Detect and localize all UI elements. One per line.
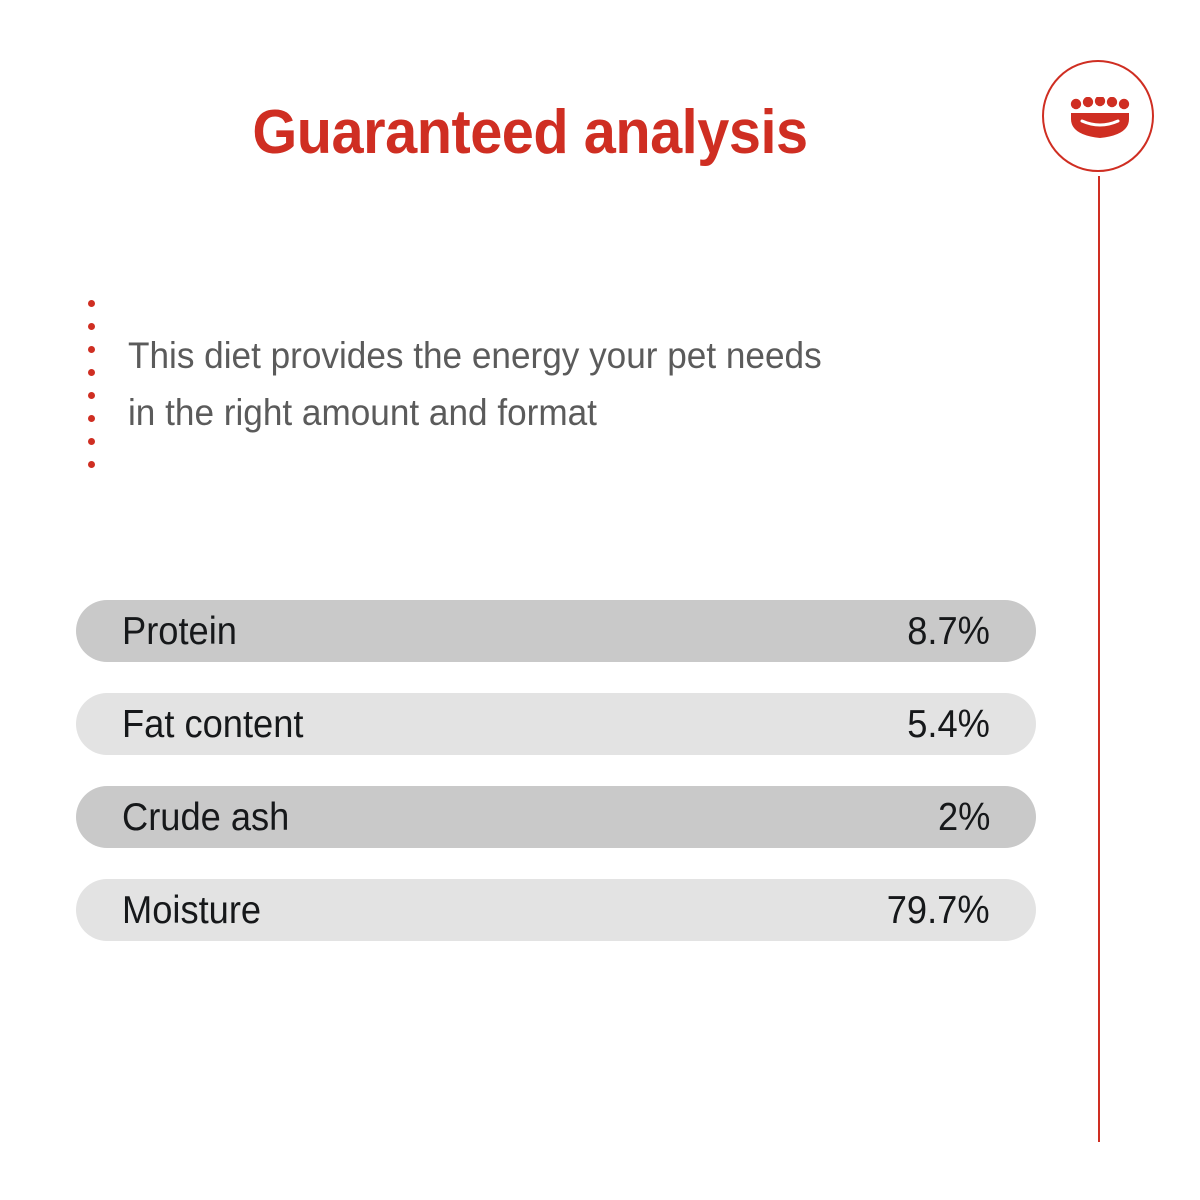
vertical-rule [1098, 176, 1100, 1142]
dotted-accent [88, 300, 96, 472]
crown-icon [1069, 97, 1131, 139]
brand-logo [1042, 60, 1158, 176]
nutrient-value: 2% [937, 795, 990, 839]
nutrient-value: 8.7% [907, 609, 990, 653]
table-row [76, 786, 1036, 848]
analysis-table [76, 600, 1036, 972]
page-title: Guaranteed analysis [252, 98, 808, 167]
table-row [76, 600, 1036, 662]
intro-text [128, 327, 964, 442]
intro-line-1: This diet provides the energy your pet needs [128, 335, 822, 376]
nutrient-label: Protein [122, 609, 237, 653]
table-row [76, 879, 1036, 941]
nutrient-label: Crude ash [122, 795, 290, 839]
intro-line-2: in the right amount and format [128, 392, 597, 434]
nutrient-value: 5.4% [907, 702, 990, 746]
nutrient-label: Fat content [122, 702, 304, 746]
nutrient-label: Moisture [122, 888, 262, 932]
table-row [76, 693, 1036, 755]
nutrient-value: 79.7% [887, 888, 990, 932]
